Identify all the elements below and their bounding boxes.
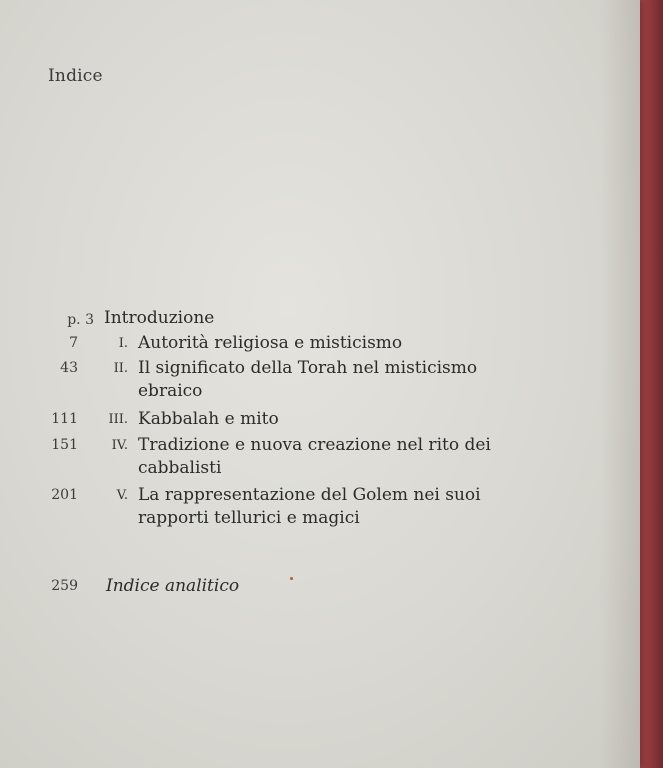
- toc-chapter-numeral: V.: [116, 488, 128, 503]
- page-title: Indice: [48, 66, 103, 86]
- toc-page-number: 201: [51, 487, 78, 503]
- toc-page-number: p. 3: [67, 312, 94, 328]
- toc-page-number: 111: [51, 411, 78, 427]
- toc-title-line: rapporti tellurici e magici: [138, 508, 360, 528]
- toc-chapter-numeral: IV.: [111, 438, 128, 453]
- toc-title-line: La rappresentazione del Golem nei suoi: [138, 485, 481, 505]
- toc-page-number: 259: [51, 578, 78, 594]
- toc-entry-title: [138, 484, 481, 530]
- toc-page-number: 7: [69, 335, 78, 351]
- toc-entry-title: [138, 332, 402, 355]
- toc-title-line: Tradizione e nuova creazione nel rito dei: [138, 435, 491, 455]
- toc-entry-title: [138, 434, 491, 480]
- toc-chapter-numeral: II.: [113, 361, 128, 376]
- toc-entry-title: [106, 575, 239, 598]
- toc-entry-title: [104, 307, 214, 330]
- toc-chapter-numeral: III.: [108, 412, 128, 427]
- toc-title-line: Kabbalah e mito: [138, 409, 279, 429]
- toc-entry-title: [138, 357, 477, 403]
- toc-chapter-numeral: I.: [118, 336, 128, 351]
- toc-page-number: 43: [60, 360, 78, 376]
- toc-title-line: Indice analitico: [106, 576, 240, 596]
- toc-title-line: cabbalisti: [138, 458, 222, 478]
- toc-title-line: ebraico: [138, 381, 203, 401]
- toc-entry-title: [138, 408, 279, 431]
- paper-speck: [290, 577, 293, 580]
- toc-title-line: Introduzione: [104, 308, 215, 328]
- toc-page-number: 151: [51, 437, 78, 453]
- toc-title-line: Autorità religiosa e misticismo: [138, 333, 403, 353]
- toc-title-line: Il significato della Torah nel misticismo: [138, 358, 478, 378]
